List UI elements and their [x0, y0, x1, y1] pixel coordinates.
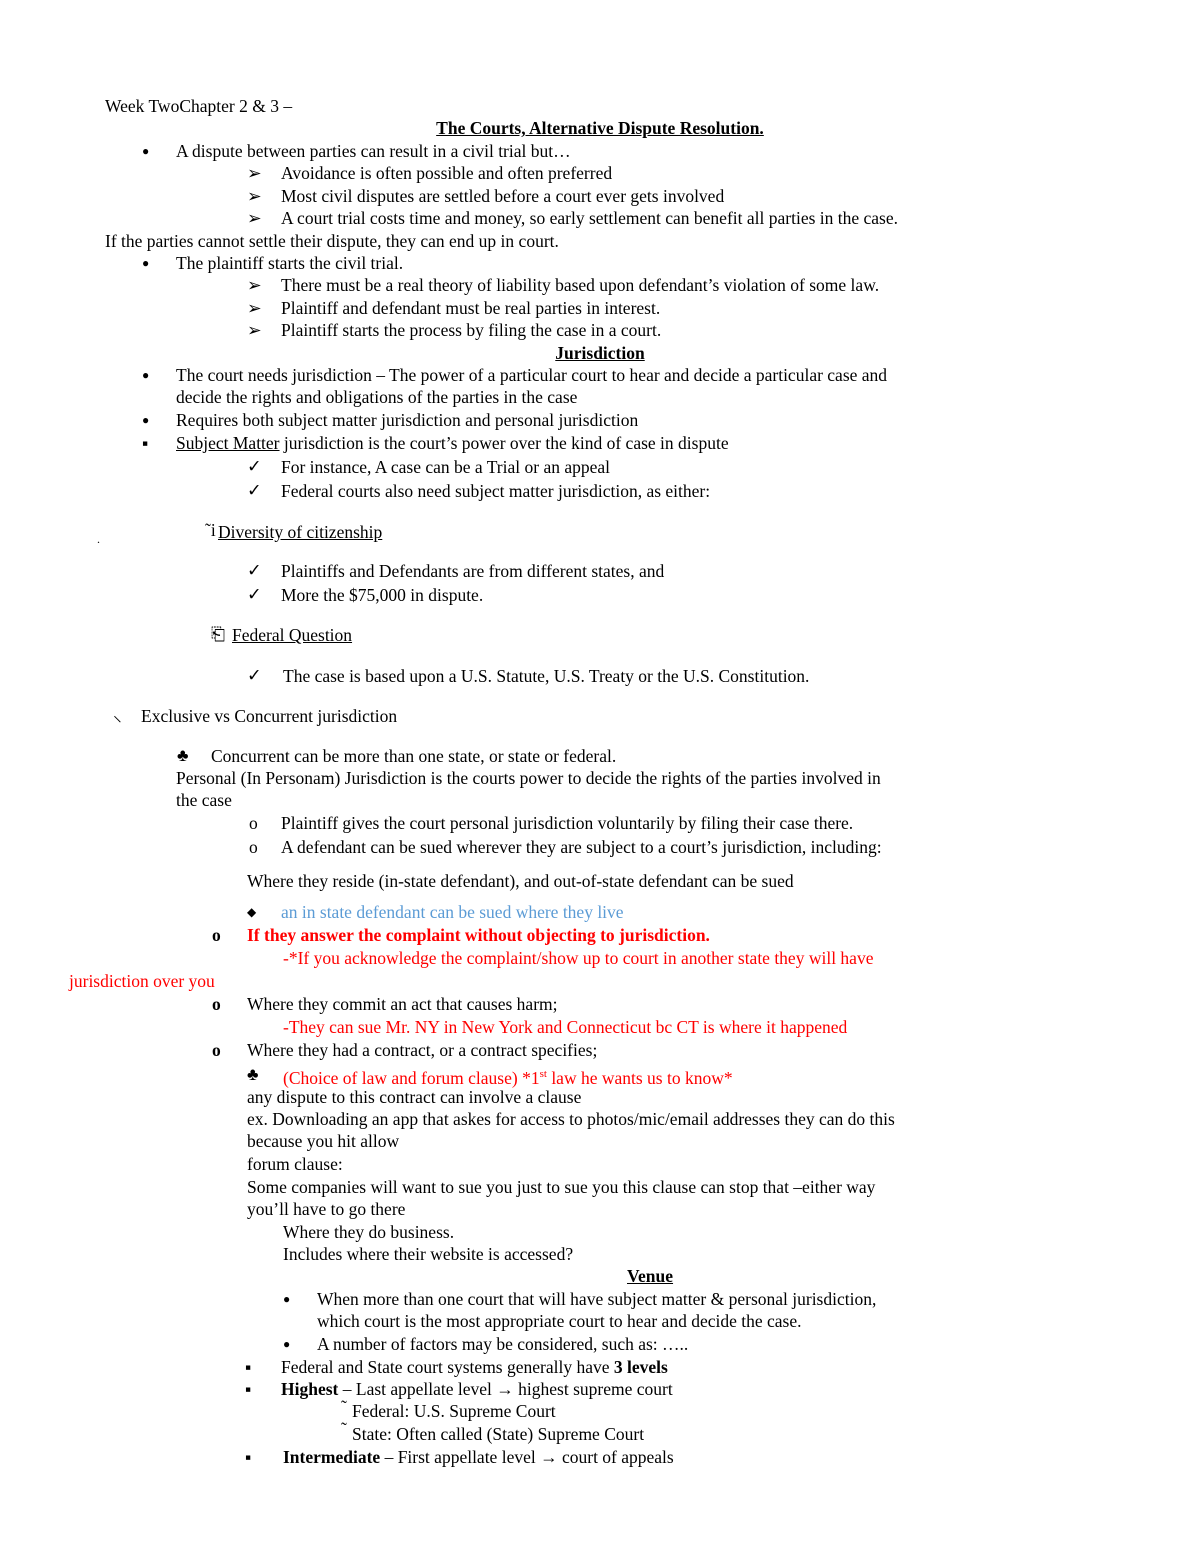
arrowhead-icon: ➢ — [247, 275, 262, 295]
clause-text-6: you’ll have to go there — [247, 1199, 406, 1219]
square-bullet-icon: ▪ — [142, 433, 149, 453]
choice-of-law: (Choice of law and forum clause) *1 — [283, 1067, 540, 1088]
diamond-icon: ◆ — [247, 905, 257, 919]
bullet-icon: ● — [142, 256, 150, 270]
concurrent-line: Concurrent can be more than one state, or state or federal. — [211, 746, 617, 766]
check-item-1: For instance, A case can be a Trial or an appeal — [281, 457, 610, 477]
square-bullet-icon: ▪ — [245, 1357, 252, 1377]
where-reside-line: Where they reside (in-state defendant), and out-of-state defendant can be sued — [247, 871, 794, 891]
club-icon: ♣ — [177, 745, 189, 765]
intro-arrow-5: Plaintiff and defendant must be real parties in interest. — [281, 298, 661, 318]
diversity-marker-icon: ˜i — [205, 520, 216, 540]
arrowhead-icon: ➢ — [247, 298, 262, 318]
highest-term: Highest — [281, 1379, 339, 1399]
bullet-icon: ● — [142, 144, 150, 158]
personal-jurisdiction-1: Personal (In Personam) Jurisdiction is the courts power to decide the rights of the parties involved in — [176, 768, 881, 788]
bullet-icon: ● — [142, 368, 150, 382]
levels-count: 3 levels — [613, 1357, 668, 1377]
square-bullet-icon: ▪ — [245, 1379, 252, 1399]
intro-arrow-2: Most civil disputes are settled before a court ever gets involved — [281, 186, 725, 206]
square-bullet-icon: ▪ — [245, 1447, 252, 1467]
highest-rest: – Last appellate level — [338, 1379, 497, 1399]
intro-arrow-4: There must be a real theory of liability based upon defendant’s violation of some law. — [281, 275, 880, 295]
arrowhead-icon: ➢ — [247, 186, 262, 206]
red-note-3 — [283, 1063, 733, 1089]
choice-of-law-rest: law he wants us to know* — [546, 1067, 733, 1088]
circle-bullet-icon: o — [249, 813, 258, 833]
clause-text-7: Where they do business. — [283, 1222, 455, 1242]
intro-bullet-2: The plaintiff starts the civil trial. — [176, 253, 404, 273]
circle-bullet-icon: o — [212, 994, 221, 1014]
jurisdiction-bullet-1b: decide the rights and obligations of the parties in the case — [176, 387, 578, 407]
check-icon: ✓ — [247, 480, 262, 500]
bullet-icon: ● — [142, 413, 150, 427]
subject-matter-rest: jurisdiction is the court’s power over the kind of case in dispute — [279, 433, 729, 453]
levels-line — [281, 1356, 668, 1378]
intro-arrow-3: A court trial costs time and money, so early settlement can benefit all parties in the case. — [281, 208, 898, 228]
check-item-3: Plaintiffs and Defendants are from different states, and — [281, 561, 665, 581]
circle-bullet-icon: o — [249, 837, 258, 857]
intro-paragraph: If the parties cannot settle their dispute, they can end up in court. — [105, 231, 559, 251]
levels-text: Federal and State court systems generally have — [281, 1357, 614, 1377]
jurisdiction-bullet-2: Requires both subject matter jurisdiction and personal jurisdiction — [176, 410, 639, 430]
o-item-1: Plaintiff gives the court personal jurisdiction voluntarily by filing their case there. — [281, 813, 854, 833]
document-week-line: Week TwoChapter 2 & 3 – — [105, 96, 293, 116]
clause-text-1: any dispute to this contract can involve a clause — [247, 1087, 582, 1107]
clause-text-4: forum clause: — [247, 1154, 343, 1174]
circle-bullet-icon: o — [212, 925, 221, 945]
check-icon: ✓ — [247, 560, 262, 580]
highest-end: highest supreme court — [513, 1379, 673, 1399]
diversity-heading: Diversity of citizenship — [218, 522, 383, 542]
tilde-marker-icon: ˜ — [341, 1397, 347, 1417]
red-note-1-cont: jurisdiction over you — [69, 971, 215, 991]
document-title: The Courts, Alternative Dispute Resolution. — [436, 118, 764, 138]
highest-line — [281, 1378, 673, 1400]
stray-dot: . — [97, 532, 100, 546]
subject-matter-line — [176, 432, 729, 454]
intermediate-rest: – First appellate level — [380, 1447, 541, 1467]
intro-arrow-6: Plaintiff starts the process by filing the case in a court. — [281, 320, 662, 340]
intermediate-end: court of appeals — [557, 1447, 674, 1467]
personal-jurisdiction-2: the case — [176, 790, 232, 810]
club-icon: ♣ — [247, 1064, 259, 1084]
o-item-5: Where they had a contract, or a contract specifies; — [247, 1040, 598, 1060]
check-icon: ✓ — [247, 584, 262, 604]
state-supreme-court: State: Often called (State) Supreme Court — [352, 1424, 645, 1444]
check-item-5: The case is based upon a U.S. Statute, U.S. Treaty or the U.S. Constitution. — [283, 666, 810, 686]
check-icon: ✓ — [247, 665, 262, 685]
blue-note: an in state defendant can be sued where they live — [281, 902, 624, 922]
clause-text-2: ex. Downloading an app that askes for access to photos/mic/email addresses they can do this — [247, 1109, 895, 1129]
o-item-4: Where they commit an act that causes harm; — [247, 994, 558, 1014]
check-item-4: More the $75,000 in dispute. — [281, 585, 484, 605]
check-item-2: Federal courts also need subject matter jurisdiction, as either: — [281, 481, 711, 501]
arrowhead-icon: ➢ — [247, 163, 262, 183]
federal-question-marker-icon: ⎗ — [211, 624, 225, 644]
clause-text-5: Some companies will want to sue you just to sue you this clause can stop that –either way — [247, 1177, 876, 1197]
exclusive-marker-icon: ⸜ — [113, 705, 122, 725]
answer-without-objecting: If they answer the complaint without objecting to jurisdiction. — [247, 925, 710, 945]
venue-bullet-2: A number of factors may be considered, such as: ….. — [317, 1334, 689, 1354]
superscript-st: st — [539, 1068, 547, 1080]
clause-text-3: because you hit allow — [247, 1131, 400, 1151]
subject-matter-term: Subject Matter — [176, 433, 280, 453]
intro-arrow-1: Avoidance is often possible and often preferred — [281, 163, 613, 183]
arrowhead-icon: ➢ — [247, 208, 262, 228]
venue-bullet-1b: which court is the most appropriate court to hear and decide the case. — [317, 1311, 802, 1331]
intro-bullet-1: A dispute between parties can result in a civil trial but… — [176, 141, 571, 161]
tilde-marker-icon: ˜ — [341, 1419, 347, 1439]
circle-bullet-icon: o — [212, 1040, 221, 1060]
check-icon: ✓ — [247, 456, 262, 476]
bullet-icon: ● — [283, 1337, 291, 1351]
red-note-1: -*If you acknowledge the complaint/show up to court in another state they will have — [283, 948, 874, 968]
right-arrow-icon: → — [496, 1379, 514, 1399]
venue-heading: Venue — [627, 1266, 674, 1286]
federal-question-heading: Federal Question — [232, 625, 353, 645]
o-item-2: A defendant can be sued wherever they are subject to a court’s jurisdiction, including: — [281, 837, 882, 857]
federal-supreme-court: Federal: U.S. Supreme Court — [352, 1401, 556, 1421]
exclusive-concurrent-line: Exclusive vs Concurrent jurisdiction — [141, 706, 398, 726]
intermediate-term: Intermediate — [283, 1447, 381, 1467]
arrowhead-icon: ➢ — [247, 320, 262, 340]
jurisdiction-heading: Jurisdiction — [555, 343, 645, 363]
venue-bullet-1a: When more than one court that will have subject matter & personal jurisdiction, — [317, 1289, 877, 1309]
right-arrow-icon: → — [540, 1447, 558, 1467]
clause-text-8: Includes where their website is accessed? — [283, 1244, 574, 1264]
jurisdiction-bullet-1a: The court needs jurisdiction – The power of a particular court to hear and decide a particular case and — [176, 365, 888, 385]
bullet-icon: ● — [283, 1292, 291, 1306]
intermediate-line — [283, 1446, 674, 1468]
red-note-2: -They can sue Mr. NY in New York and Connecticut bc CT is where it happened — [283, 1017, 848, 1037]
